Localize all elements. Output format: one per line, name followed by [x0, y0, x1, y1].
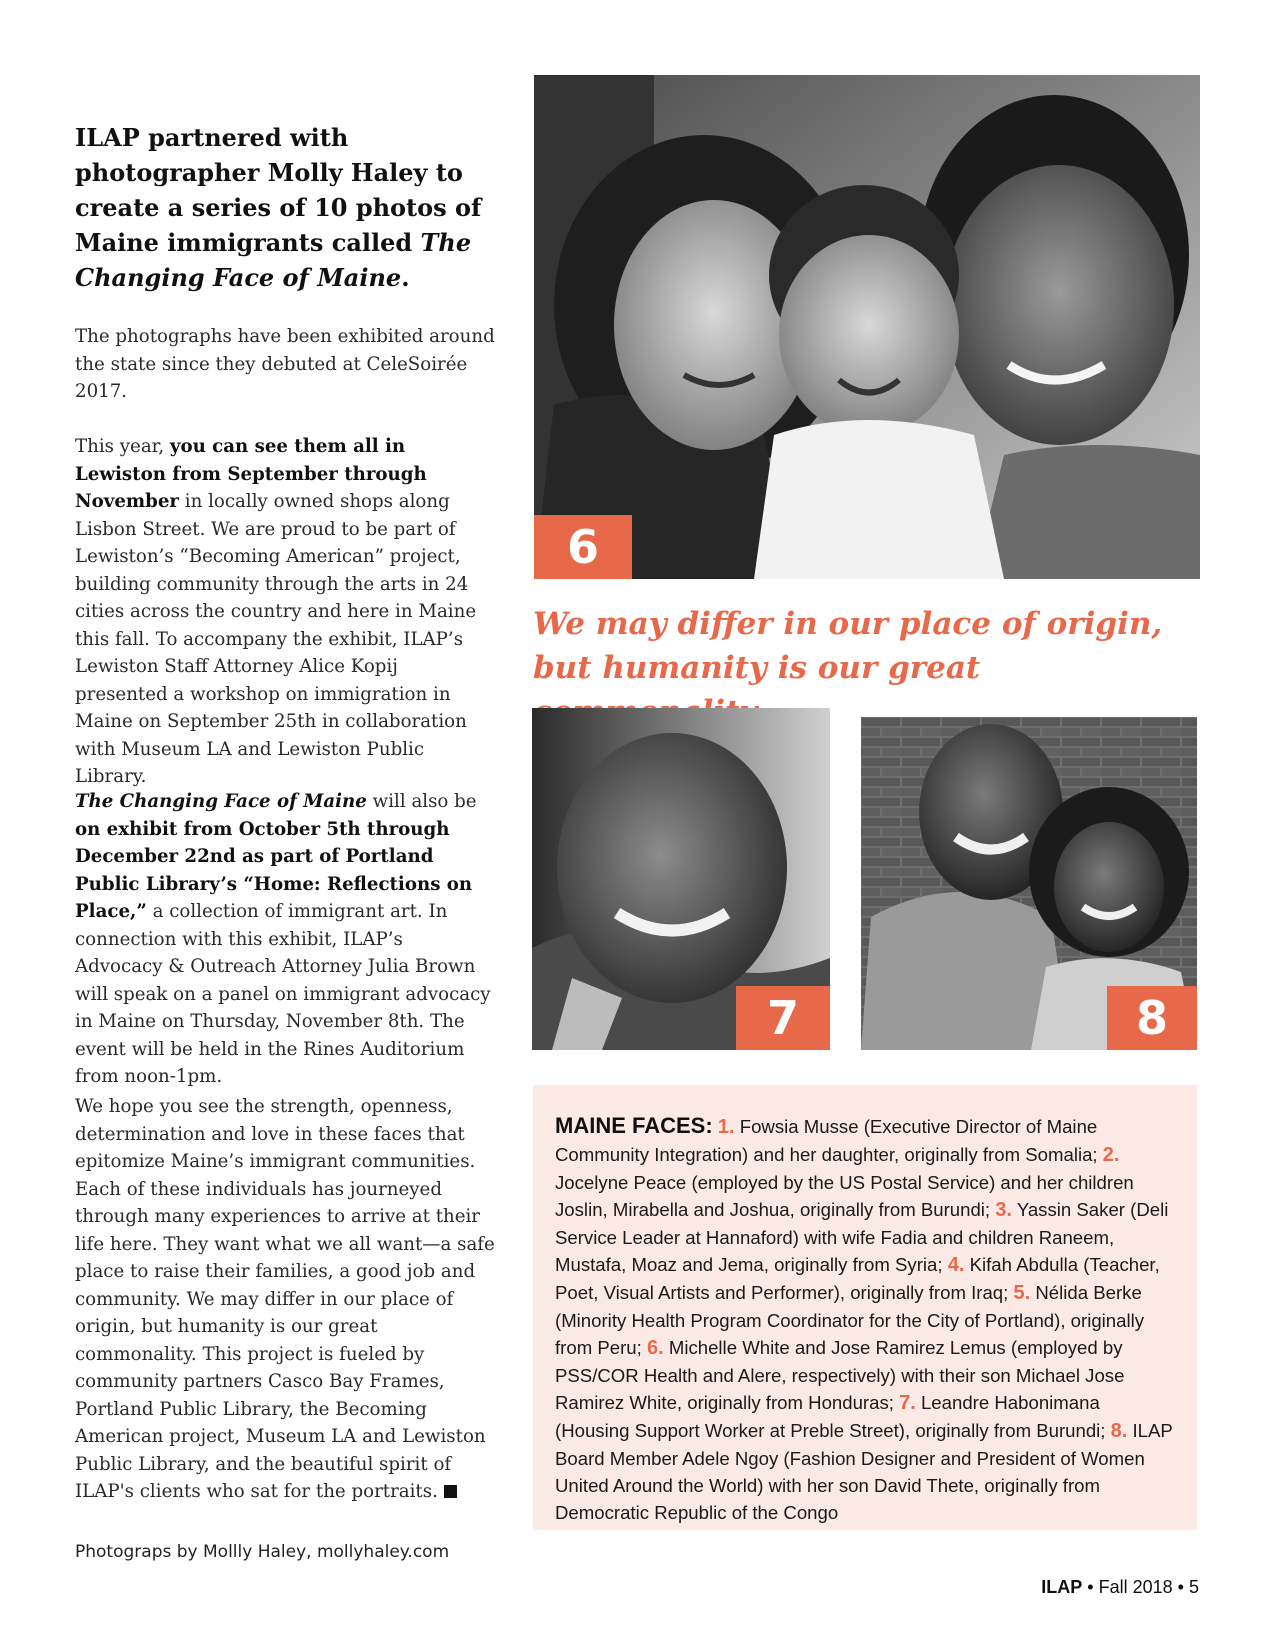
page-number: 5 [1188, 1577, 1199, 1597]
end-mark-icon [444, 1485, 457, 1498]
face-description: Yassin Saker (Deli Service Leader at Hannaford) with wife Fadia and children Raneem, Mustafa, Moaz and Jema, originally from Syria; [555, 1199, 1169, 1275]
paragraph-3-title: The Changing Face of Maine [75, 791, 367, 812]
photo-number-7: 7 [736, 986, 830, 1050]
footer-separator: • [1087, 1577, 1094, 1597]
face-description: Nélida Berke (Minority Health Program Coordinator for the City of Portland), originally from Peru; [555, 1282, 1145, 1358]
headline-text: ILAP partnered with photographer Molly Haley to create a series of 10 photos of Maine immigrants called [75, 123, 482, 257]
paragraph-3 [75, 788, 495, 1091]
paragraph-4-text: We hope you see the strength, openness, determination and love in these faces that epitomize Maine’s immigrant communities. Each of these individuals has journeyed through many experiences to arrive at their life here. They want what we all want—a safe place to raise their families, a good job and community. We may differ in our place of origin, but humanity is our great commonality. This project is fueled by community partners Casco Bay Frames, Portland Public Library, the Becoming American project, Museum LA and Lewiston Public Library, and the beautiful spirit of ILAP's clients who sat for the portraits. [75, 1096, 495, 1502]
face-description: Jocelyne Peace (employed by the US Postal Service) and her children Joslin, Mirabella and Joshua, originally from Burundi; [555, 1172, 1134, 1220]
paragraph-2-rest: in locally owned shops along Lisbon Street. We are proud to be part of Lewiston’s “Becoming American” project, building community through the arts in 24 cities across the country and here in Maine this fall. To accompany the exhibit, ILAP’s Lewiston Staff Attorney Alice Kopij presented a workshop on immigration in Maine on September 25th in collaboration with Museum LA and Lewiston Public Library. [75, 491, 477, 787]
paragraph-3-highlight: on exhibit from October 5th through December 22nd as part of Portland Public Library’s “Home: Reflections on Place,” [75, 818, 473, 922]
headline-title: The Changing Face of Maine [75, 228, 472, 292]
maine-faces-heading: MAINE FACES: [555, 1113, 713, 1138]
paragraph-1 [75, 323, 495, 406]
face-number: 4. [947, 1254, 965, 1276]
paragraph-3-rest: a collection of immigrant art. In connection with this exhibit, ILAP’s Advocacy & Outreach Attorney Julia Brown will speak on a panel on immigrant advocacy in Maine on Thursday, November 8th. The event will be held in the Rines Auditorium from noon-1pm. [75, 901, 491, 1087]
paragraph-3-intro: will also be [366, 791, 477, 812]
maine-faces-caption [533, 1085, 1197, 1530]
photo-number-8: 8 [1107, 986, 1197, 1050]
face-number: 2. [1102, 1144, 1120, 1166]
footer-issue: Fall 2018 [1098, 1577, 1173, 1597]
paragraph-2 [75, 433, 495, 791]
photo-credit: Photograps by Mollly Haley, mollyhaley.com [75, 1542, 450, 1562]
face-number: 6. [646, 1337, 664, 1359]
photo-family-6 [534, 75, 1200, 579]
page-footer [1041, 1577, 1199, 1598]
face-description: Fowsia Musse (Executive Director of Maine Community Integration) and her daughter, originally from Somalia; [555, 1116, 1098, 1165]
face-number: 3. [995, 1199, 1012, 1221]
face-number: 5. [1013, 1282, 1031, 1304]
photo-number-6: 6 [534, 515, 632, 579]
face-description: ILAP Board Member Adele Ngoy (Fashion Designer and President of Women United Around the World) with her son David Thete, originally from Democratic Republic of the Congo [555, 1420, 1173, 1523]
face-description: Leandre Habonimana (Housing Support Worker at Preble Street), originally from Burundi; [555, 1392, 1106, 1441]
headline [75, 120, 485, 295]
face-number: 8. [1110, 1420, 1128, 1442]
paragraph-1-text: The photographs have been exhibited around the state since they debuted at CeleSoirée 2017. [75, 326, 495, 402]
face-description: Kifah Abdulla (Teacher, Poet, Visual Artists and Performer), originally from Iraq; [555, 1254, 1160, 1303]
face-number: 1. [717, 1116, 735, 1138]
paragraph-4 [75, 1093, 495, 1506]
face-description: Michelle White and Jose Ramirez Lemus (employed by PSS/COR Health and Alere, respectively) with their son Michael Jose Ramirez White, originally from Honduras; [555, 1337, 1125, 1413]
photo-6-image [534, 75, 1200, 579]
headline-end: . [401, 263, 410, 292]
paragraph-2-highlight: you can see them all in Lewiston from September through November [75, 436, 427, 512]
face-number: 7. [899, 1392, 916, 1414]
pull-quote: We may differ in our place of origin, but humanity is our great [533, 606, 1163, 686]
footer-separator: • [1177, 1577, 1184, 1597]
paragraph-2-intro: This year, [75, 436, 170, 457]
footer-org: ILAP [1041, 1577, 1083, 1597]
